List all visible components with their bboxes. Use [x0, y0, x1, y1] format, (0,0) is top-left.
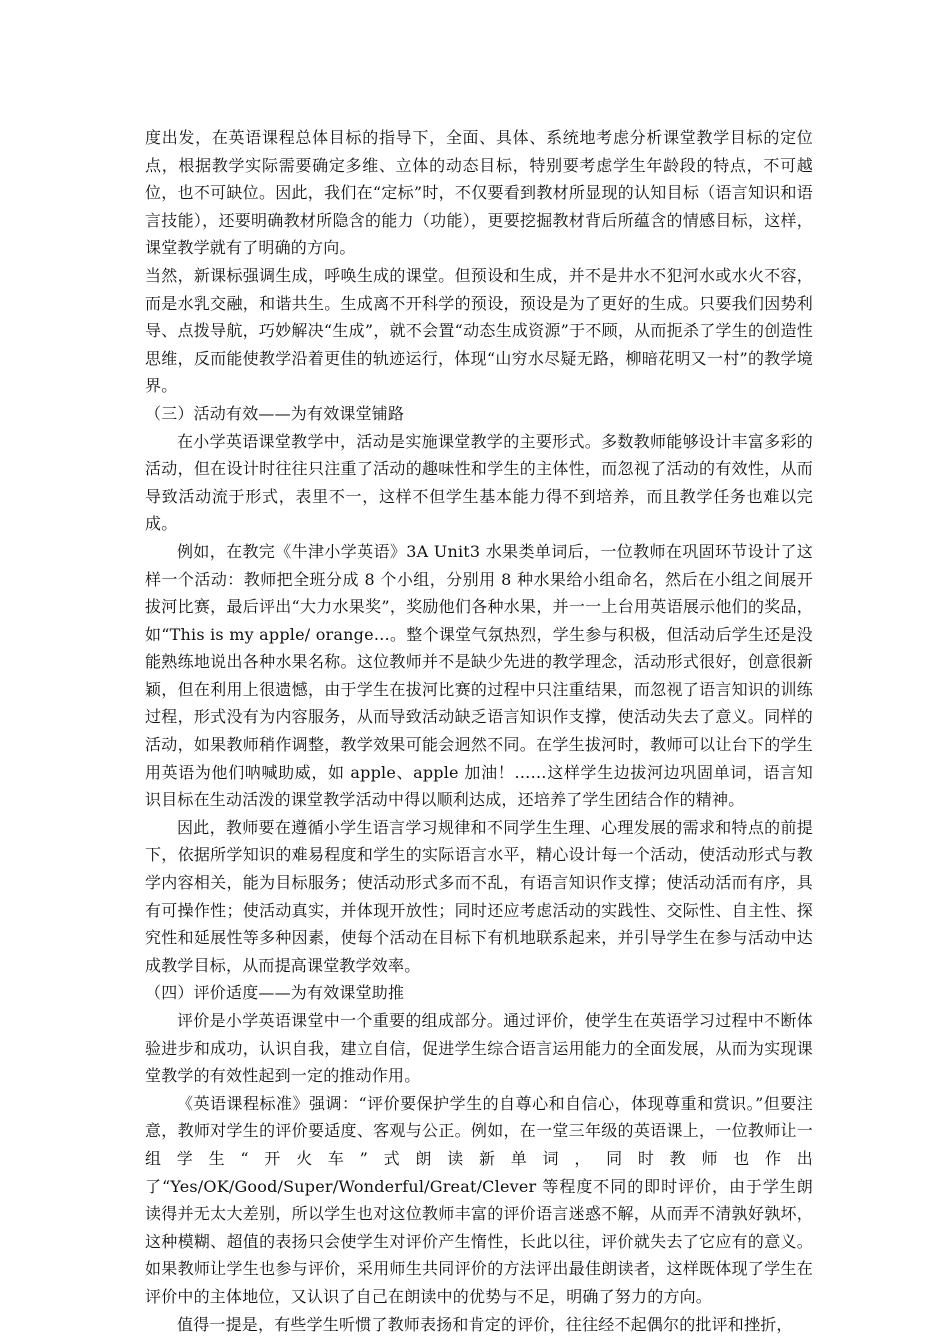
- section-heading-4: （四）评价适度——为有效课堂助推: [145, 983, 405, 1003]
- paragraph-8: 评价是小学英语课堂中一个重要的组成部分。通过评价，使学生在英语学习过程中不断体验进步和成功，认识自我，建立自信，促进学生综合语言运用能力的全面发展，从而为实现课堂教学的有效性起到一定的推动作用。: [145, 1011, 813, 1086]
- paragraph-1: 度出发，在英语课程总体目标的指导下，全面、具体、系统地考虑分析课堂教学目标的定位点，根据教学实际需要确定多维、立体的动态目标，特别要考虑学生年龄段的特点，不可越位，也不可缺位。因此，我们在“定标”时，不仅要看到教材所显现的认知目标（语言知识和语言技能），还要明确教材所隐含的能力（功能），更要挖掘教材背后所蕴含的情感目标，这样，课堂教学就有了明确的方向。: [145, 128, 813, 258]
- document-page: [145, 124, 813, 1338]
- paragraph-6: 因此，教师要在遵循小学生语言学习规律和不同学生生理、心理发展的需求和特点的前提下，依据所学知识的难易程度和学生的实际语言水平，精心设计每一个活动，使活动形式与教学内容相关，能为目标服务；使活动形式多而不乱，有语言知识作支撑；使活动活而有序，具有可操作性；使活动真实，并体现开放性；同时还应考虑活动的实践性、交际性、自主性、探究性和延展性等多种因素，使每个活动在目标下有机地联系起来，并引导学生在参与活动中达成教学目标，从而提高课堂教学效率。: [145, 817, 813, 975]
- paragraph-4: 在小学英语课堂教学中，活动是实施课堂教学的主要形式。多数教师能够设计丰富多彩的活动，但在设计时往往只注重了活动的趣味性和学生的主体性，而忽视了活动的有效性，从而导致活动流于形式，表里不一，这样不但学生基本能力得不到培养，而且教学任务也难以完成。: [145, 431, 813, 534]
- section-heading-3: （三）活动有效——为有效课堂铺路: [145, 403, 405, 423]
- paragraph-2: 当然，新课标强调生成，呼唤生成的课堂。但预设和生成，并不是井水不犯河水或水火不容，而是水乳交融，和谐共生。生成离不开科学的预设，预设是为了更好的生成。只要我们因势利导、点拨导航，巧妙解决“生成”，就不会置“动态生成资源”于不顾，从而扼杀了学生的创造性思维，反而能使教学沿着更佳的轨迹运行，体现“山穷水尽疑无路，柳暗花明又一村”的教学境界。: [145, 265, 813, 396]
- paragraph-10: 值得一提是，有些学生听惯了教师表扬和肯定的评价，往往经不起偶尔的批评和挫折，: [177, 1314, 793, 1334]
- paragraph-9: 《英语课程标准》强调：“评价要保护学生的自尊心和自信心，体现尊重和赏识。”但要注意，教师对学生的评价要适度、客观与公正。例如，在一堂三年级的英语课上，一位教师让一组学生“开火车”式朗读新单词，同时教师也作出了“Yes/OK/Good/Super/Wonderful/Great/Clever 等程度不同的即时评价，由于学生朗读得并无太大差别，所以学生也对这位教师丰富的评价语言迷惑不解，从而弄不清孰好孰坏，这种模糊、超值的表扬只会使学生对评价产生惰性，长此以往，评价就失去了它应有的意义。如果教师让学生也参与评价，采用师生共同评价的方法评出最佳朗读者，这样既体现了学生在评价中的主体地位，又认识了自己在朗读中的优势与不足，明确了努力的方向。: [145, 1093, 813, 1306]
- paragraph-5: 例如，在教完《牛津小学英语》3A Unit3 水果类单词后，一位教师在巩固环节设计了这样一个活动：教师把全班分成 8 个小组，分别用 8 种水果给小组命名，然后在小组之间展开拔河比赛，最后评出“大力水果奖”，奖励他们各种水果，并一一上台用英语展示他们的奖品，如“This is my apple/ orange…。整个课堂气氛热烈，学生参与积极，但活动后学生还是没能熟练地说出各种水果名称。这位教师并不是缺少先进的教学理念，活动形式很好，创意很新颖，但在利用上很遗憾，由于学生在拔河比赛的过程中只注重结果，而忽视了语言知识的训练过程，形式没有为内容服务，从而导致活动缺乏语言知识作支撑，使活动失去了意义。同样的活动，如果教师稍作调整，教学效果可能会迥然不同。在学生拔河时，教师可以让台下的学生用英语为他们呐喊助威，如 apple、apple 加油！……这样学生边拔河边巩固单词，语言知识目标在生动活泼的课堂教学活动中得以顺利达成，还培养了学生团结合作的精神。: [145, 541, 813, 810]
